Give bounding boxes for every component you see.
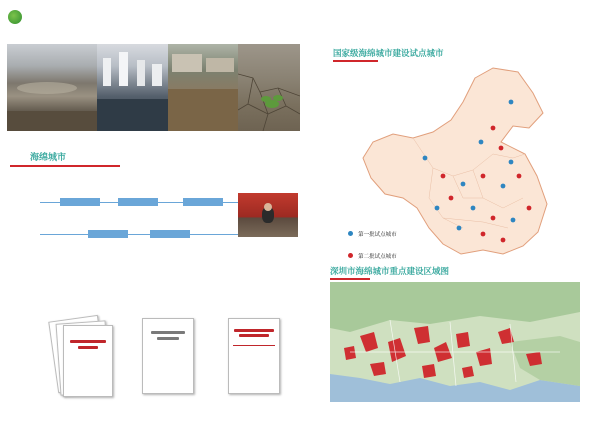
doc-3-header-line xyxy=(239,334,269,337)
pilot-city-marker-first-batch xyxy=(461,182,466,187)
pilot-city-marker-second-batch xyxy=(449,196,454,201)
photo-meeting xyxy=(238,193,298,237)
pilot-city-marker-first-batch xyxy=(479,140,484,145)
key-area xyxy=(344,346,356,360)
legend-item-first-batch xyxy=(348,221,397,240)
doc-2-title-line xyxy=(157,337,179,340)
pilot-city-marker-first-batch xyxy=(511,218,516,223)
pilot-city-marker-second-batch xyxy=(501,238,506,243)
shenzhen-map-title: 深圳市海绵城市重点建设区域图 xyxy=(330,267,450,277)
policy-document-1 xyxy=(63,325,113,397)
legend-item-second-batch xyxy=(348,243,397,262)
photo-drought-cracked-soil xyxy=(238,44,300,131)
pilot-city-marker-first-batch xyxy=(509,160,514,165)
legend-dot-first-batch-icon xyxy=(348,231,353,236)
shenzhen-key-area-map xyxy=(330,282,580,402)
legend-dot-second-batch-icon xyxy=(348,253,353,258)
sz-title-underline xyxy=(330,278,370,280)
pilot-city-marker-first-batch xyxy=(501,184,506,189)
timeline-date-1 xyxy=(60,198,100,206)
company-logo-icon xyxy=(8,10,22,24)
doc-1-header-line xyxy=(70,340,106,343)
doc-3-header-line xyxy=(234,329,274,332)
pilot-city-marker-second-batch xyxy=(491,216,496,221)
pilot-city-marker-first-batch xyxy=(435,206,440,211)
photo-flooded-city xyxy=(97,44,168,131)
pilot-city-marker-second-batch xyxy=(481,174,486,179)
timeline-date-4 xyxy=(88,230,128,238)
timeline-date-5 xyxy=(150,230,190,238)
legend-label-second-batch: 第二批试点城市 xyxy=(358,254,397,260)
key-area xyxy=(456,332,470,348)
photo-flooded-street xyxy=(168,44,238,131)
timeline-date-3 xyxy=(183,198,223,206)
timeline-date-2 xyxy=(118,198,158,206)
photo-polluted-river xyxy=(7,44,97,131)
pilot-city-marker-second-batch xyxy=(499,146,504,151)
section-divider xyxy=(10,165,120,167)
pilot-city-marker-first-batch xyxy=(423,156,428,161)
timeline-axis-bottom xyxy=(40,234,240,235)
section-title-sponge-city: 海绵城市 xyxy=(30,153,67,163)
map-legend xyxy=(348,221,397,262)
pilot-city-marker-second-batch xyxy=(491,126,496,131)
legend-label-first-batch: 第一批试点城市 xyxy=(358,232,397,238)
pilot-city-marker-second-batch xyxy=(481,232,486,237)
pilot-city-marker-first-batch xyxy=(457,226,462,231)
doc-2-title-line xyxy=(151,331,185,334)
key-area xyxy=(462,366,474,378)
doc-1-header-line xyxy=(78,346,98,349)
pilot-city-marker-second-batch xyxy=(441,174,446,179)
pilot-city-marker-second-batch xyxy=(527,206,532,211)
policy-document-3 xyxy=(228,318,280,394)
pilot-city-marker-second-batch xyxy=(517,174,522,179)
pilot-city-marker-first-batch xyxy=(509,100,514,105)
policy-document-2 xyxy=(142,318,194,394)
key-area xyxy=(422,364,436,378)
national-map-title: 国家级海绵城市建设试点城市 xyxy=(333,49,444,59)
pilot-city-marker-first-batch xyxy=(471,206,476,211)
